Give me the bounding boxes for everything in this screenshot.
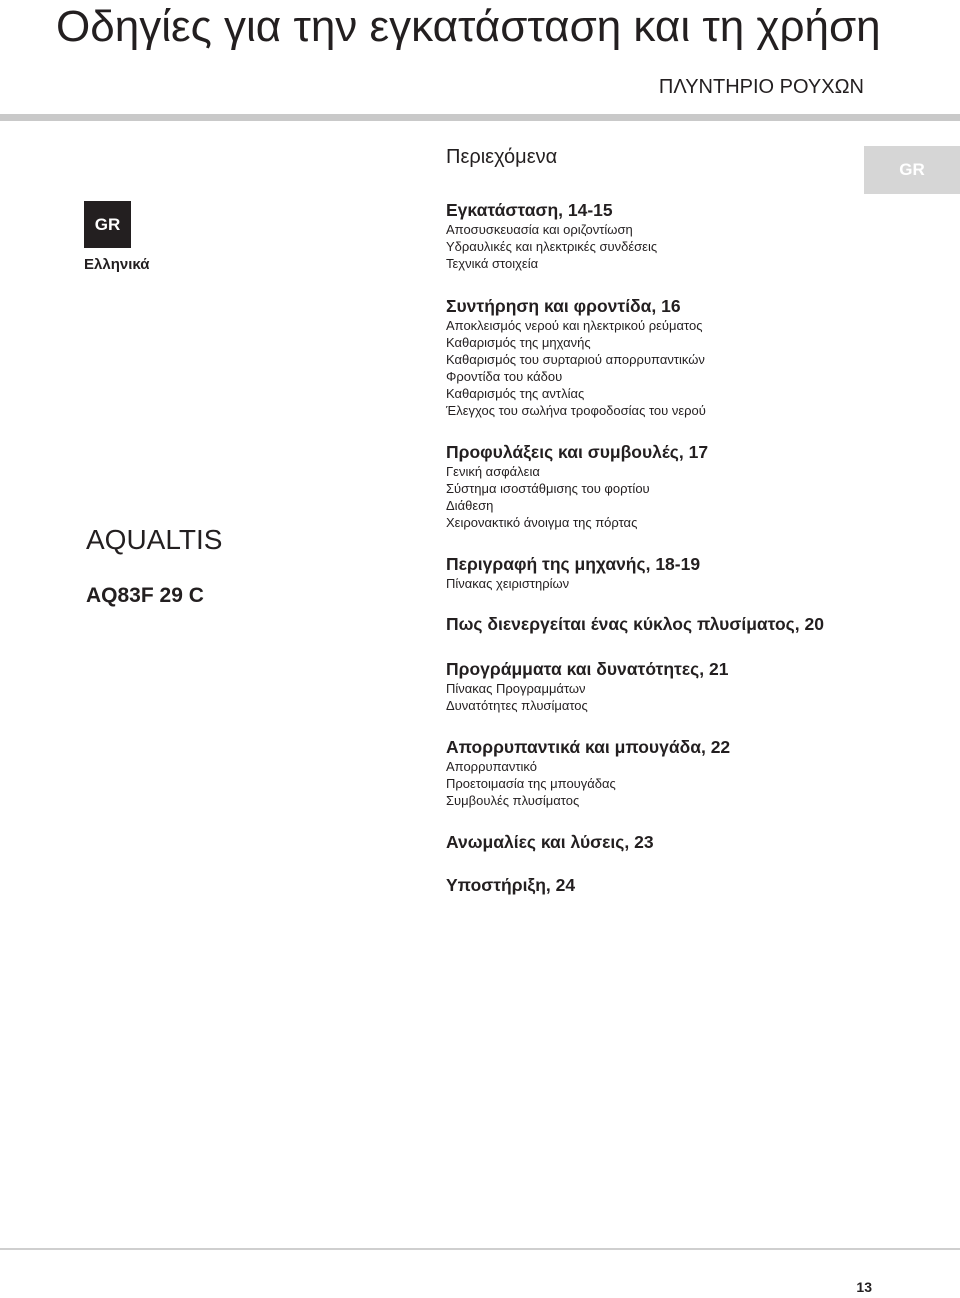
toc-section	[446, 442, 866, 531]
toc-item[interactable]: Αποκλεισμός νερού και ηλεκτρικού ρεύματος	[446, 318, 703, 333]
toc-section	[446, 737, 866, 809]
toc-section-title[interactable]: Προφυλάξεις και συμβουλές, 17	[446, 442, 709, 462]
product-type-label: ΠΛΥΝΤΗΡΙΟ ΡΟΥΧΩΝ	[658, 76, 864, 98]
footer-divider	[0, 1248, 960, 1250]
toc-item[interactable]: Απορρυπαντικό	[446, 759, 537, 774]
toc-section	[446, 875, 866, 896]
toc-section	[446, 659, 866, 714]
toc-item[interactable]: Καθαρισμός της μηχανής	[446, 335, 591, 350]
brand-name: AQUALTIS	[86, 524, 223, 555]
toc-section	[446, 200, 866, 272]
page-number: 13	[856, 1279, 872, 1295]
header-divider	[0, 114, 960, 121]
toc-section-title[interactable]: Περιγραφή της μηχανής, 18-19	[446, 554, 701, 574]
toc-item[interactable]: Τεχνικά στοιχεία	[446, 256, 539, 271]
contents-heading: Περιεχόμενα	[446, 146, 558, 168]
toc-section-title[interactable]: Προγράμματα και δυνατότητες, 21	[446, 659, 729, 679]
toc-item[interactable]: Συμβουλές πλυσίματος	[446, 793, 580, 808]
toc-section-title[interactable]: Πως διενεργείται ένας κύκλος πλυσίματος, 20	[446, 614, 824, 634]
toc-item[interactable]: Χειρονακτικό άνοιγμα της πόρτας	[446, 515, 638, 530]
toc-section-title[interactable]: Απορρυπαντικά και μπουγάδα, 22	[446, 737, 731, 757]
language-label: Ελληνικά	[84, 256, 150, 273]
toc-section-title[interactable]: Υποστήριξη, 24	[446, 875, 576, 895]
toc-item[interactable]: Καθαρισμός της αντλίας	[446, 386, 585, 401]
toc-section	[446, 554, 866, 592]
toc-section	[446, 296, 866, 419]
toc-section-title[interactable]: Συντήρηση και φροντίδα, 16	[446, 296, 681, 316]
toc-item[interactable]: Πίνακας Προγραμμάτων	[446, 681, 586, 696]
toc-item[interactable]: Καθαρισμός του συρταριού απορρυπαντικών	[446, 352, 705, 367]
model-number: AQ83F 29 C	[86, 584, 204, 607]
toc-item[interactable]: Πίνακας χειριστηρίων	[446, 576, 570, 591]
toc-item[interactable]: Υδραυλικές και ηλεκτρικές συνδέσεις	[446, 239, 658, 254]
language-code-badge: GR	[84, 201, 131, 248]
toc-item[interactable]: Διάθεση	[446, 498, 494, 513]
toc-item[interactable]: Δυνατότητες πλυσίματος	[446, 698, 588, 713]
toc-section-title[interactable]: Εγκατάσταση, 14-15	[446, 200, 613, 220]
toc-item[interactable]: Σύστημα ισοστάθμισης του φορτίου	[446, 481, 650, 496]
language-tab: GR	[864, 146, 960, 194]
table-of-contents	[446, 200, 866, 896]
document-title: Οδηγίες για την εγκατάσταση και τη χρήση	[56, 2, 881, 51]
toc-item[interactable]: Φροντίδα του κάδου	[446, 369, 563, 384]
toc-item[interactable]: Αποσυσκευασία και οριζοντίωση	[446, 222, 633, 237]
toc-section	[446, 832, 866, 853]
toc-item[interactable]: Έλεγχος του σωλήνα τροφοδοσίας του νερού	[446, 403, 706, 418]
toc-section	[446, 614, 866, 635]
toc-item[interactable]: Γενική ασφάλεια	[446, 464, 540, 479]
toc-section-title[interactable]: Ανωμαλίες και λύσεις, 23	[446, 832, 654, 852]
toc-item[interactable]: Προετοιμασία της μπουγάδας	[446, 776, 616, 791]
